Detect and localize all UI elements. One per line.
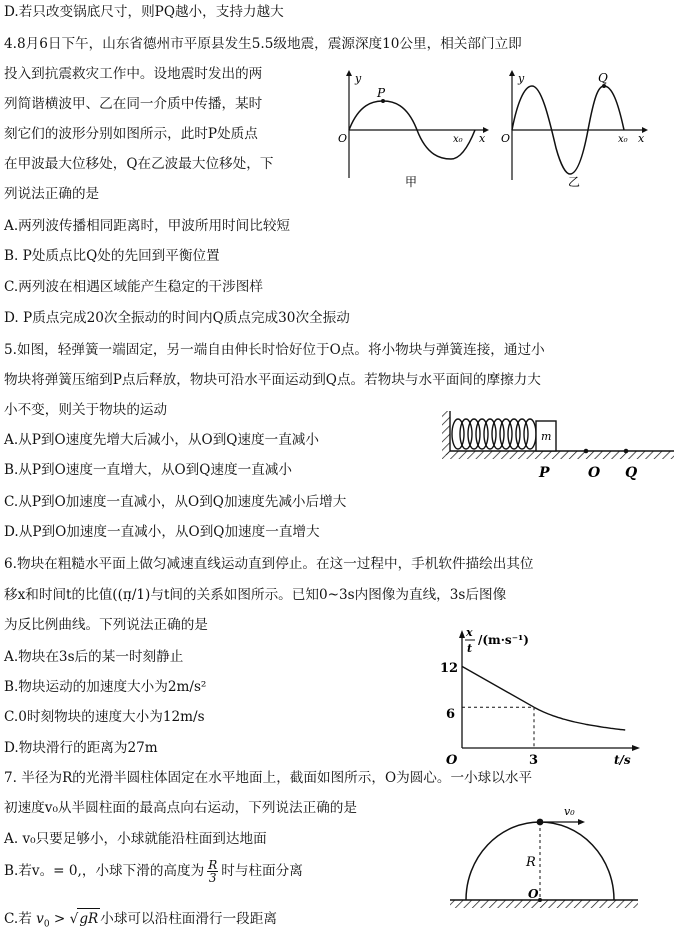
q6-option-c: C.0时刻物块的速度大小为12m/s (4, 709, 205, 725)
center-o-label: O (528, 887, 539, 901)
q7-stem-line2: 初速度v₀从半圆柱面的最高点向右运动，下列说法正确的是 (4, 800, 357, 816)
q6-stem-line2: 移x和时间t的比值((π̣/1)与t间的关系如图所示。已知0~3s内图像为直线，3s后图像 (4, 587, 507, 603)
spring-coil (452, 419, 536, 449)
graph-tick-x3: 3 (529, 753, 539, 768)
xt-t-graph (438, 622, 650, 768)
graph-linear-segment (462, 666, 534, 707)
q7-option-b-post: 时与柱面分离 (221, 863, 303, 879)
graph-ylabel-num: x (466, 626, 473, 639)
point-q-label: Q (625, 465, 638, 481)
fraction-r-over-3 (207, 859, 218, 884)
q7-option-b-pre: B.若v。= 0,，小球下滑的高度为 (4, 863, 205, 879)
q4-stem-line5: 在甲波最大位移处，Q在乙波最大位移处，下 (4, 156, 274, 172)
graph-ylabel-den: t (467, 642, 473, 655)
wave-jia-x0: x₀ (453, 134, 463, 145)
q7-stem-line1: 7. 半径为R的光滑半圆柱体固定在水平地面上，截面如图所示，O为圆心。一小球以水平 (4, 770, 533, 786)
q5-option-a: A.从P到O速度先增大后减小，从O到Q速度一直减小 (4, 432, 319, 448)
point-p-label: P (539, 465, 550, 481)
q5-stem-line3: 小不变，则关于物块的运动 (4, 402, 168, 418)
q4-stem-line1: 4.8月6日下午，山东省德州市平原县发生5.5级地震，震源深度10公里，相关部门立即 (4, 36, 522, 52)
q5-option-c: C.从P到O加速度一直减小，从O到Q加速度先减小后增大 (4, 494, 347, 510)
q7-option-b (4, 854, 303, 888)
half-cylinder-figure (444, 800, 644, 920)
wave-yi-x-label: x (638, 132, 645, 145)
v0-label: v₀ (564, 805, 575, 818)
q6-option-a: A.物块在3s后的某一时刻静止 (4, 649, 184, 665)
q4-option-a: A.两列波传播相同距离时，甲波所用时间比较短 (4, 218, 291, 234)
graph-origin: O (446, 753, 458, 768)
wave-jia-p-label: P (377, 86, 386, 100)
q4-option-b: B. P处质点比Q处的先回到平衡位置 (4, 248, 220, 264)
wave-jia-origin: O (338, 132, 348, 145)
wave-jia-y-label: y (355, 72, 362, 85)
q7-option-c-sub: 0 (43, 919, 50, 930)
block-m-label: m (541, 430, 552, 443)
wave-jia-caption: 甲 (405, 175, 418, 189)
q4-option-d: D. P质点完成20次全振动的时间内Q质点完成30次全振动 (4, 310, 350, 326)
fraction-denominator: 3 (208, 871, 217, 885)
q7-option-c-gr: gR (77, 908, 100, 929)
wave-jia-x-label: x (479, 132, 486, 145)
point-o-label: O (588, 465, 601, 481)
q5-option-b: B.从P到O速度一直增大，从O到Q速度一直减小 (4, 462, 292, 478)
q4-stem-line3: 列简谐横波甲、乙在同一介质中传播，某时 (4, 96, 263, 112)
q6-option-b: B.物块运动的加速度大小为2m/s² (4, 679, 207, 695)
q7-option-c-root: √ (69, 911, 79, 927)
wave-yi-figure (498, 68, 658, 193)
q4-option-c: C.两列波在相遇区域能产生稳定的干涉图样 (4, 279, 263, 295)
q7-option-c-pre: C.若 (4, 911, 32, 927)
q5-stem-line2: 物块将弹簧压缩到P点后释放，物块可沿水平面运动到Q点。若物块与水平面间的摩擦力大 (4, 372, 541, 388)
graph-tick-y6: 6 (446, 707, 456, 722)
graph-xlabel: t/s (614, 753, 631, 767)
q4-stem-line2: 投入到抗震救灾工作中。设地震时发出的两 (4, 66, 263, 82)
q7-option-c-post: 小球可以沿柱面滑行一段距离 (100, 911, 277, 927)
ball (537, 819, 544, 826)
q6-stem-line1: 6.物块在粗糙水平面上做匀减速直线运动直到停止。在这一过程中，手机软件描绘出其位 (4, 556, 534, 572)
spring-figure (436, 405, 681, 485)
q4-stem-line6: 列说法正确的是 (4, 186, 100, 202)
q7-option-c-gt: > (49, 911, 70, 927)
wave-yi-y-label: y (518, 72, 525, 85)
q7-option-c-v: v (36, 911, 44, 927)
wave-yi-caption: 乙 (568, 175, 581, 189)
q7-option-c (4, 908, 277, 935)
q5-option-d: D.从P到O加速度一直减小，从O到Q加速度一直增大 (4, 524, 320, 540)
graph-tick-y12: 12 (440, 661, 459, 676)
q3-option-d: D.若只改变锅底尺寸，则PQ越小，支持力越大 (4, 4, 284, 20)
q6-stem-line3: 为反比例曲线。下列说法正确的是 (4, 617, 208, 633)
q6-option-d: D.物块滑行的距离为27m (4, 740, 158, 756)
q7-option-a: A. v₀只要足够小，小球就能沿柱面到达地面 (4, 831, 267, 847)
q4-stem-line4: 刻它们的波形分别如图所示，此时P处质点 (4, 126, 258, 142)
wave-yi-origin: O (501, 132, 511, 145)
radius-label: R (526, 855, 536, 870)
fraction-numerator: R (208, 858, 218, 872)
graph-ylabel-unit: /(m·s⁻¹) (478, 633, 529, 647)
graph-reciprocal-curve (534, 707, 625, 730)
q5-stem-line1: 5.如图，轻弹簧一端固定，另一端自由伸长时恰好位于O点。将小物块与弹簧连接，通过小 (4, 342, 545, 358)
wave-jia-figure (335, 68, 495, 193)
wave-yi-x0: x₀ (618, 134, 628, 145)
wave-yi-q-label: Q (598, 71, 608, 85)
